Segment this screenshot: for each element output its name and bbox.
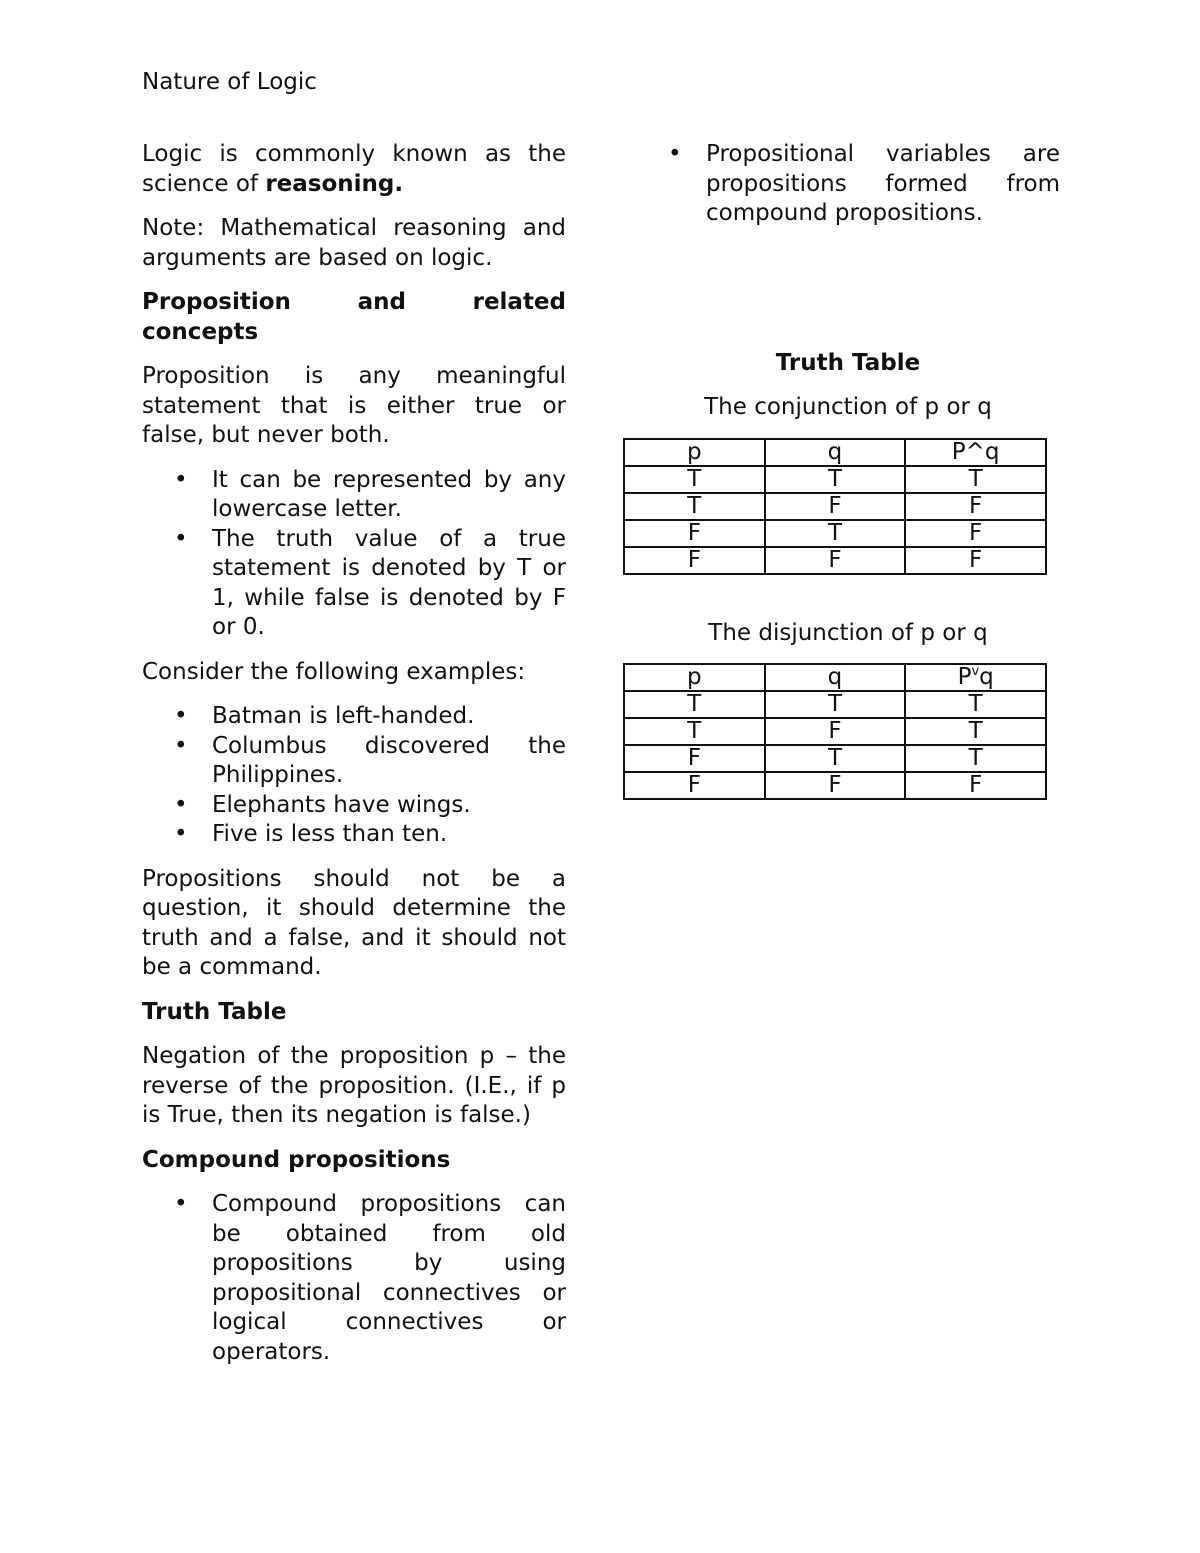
table-row: [624, 745, 1046, 772]
proposition-bullets: [142, 466, 566, 643]
table-cell: T: [624, 466, 765, 493]
list-item: • Propositional variables are propositions formed from compound propositions.: [668, 141, 1060, 226]
bullet-icon: •: [174, 821, 188, 847]
table-cell: T: [624, 691, 765, 718]
table-cell: T: [765, 691, 906, 718]
table-cell: F: [765, 718, 906, 745]
table-cell: F: [905, 493, 1046, 520]
table-cell: F: [624, 745, 765, 772]
heading-proposition: Proposition and related concepts: [142, 289, 566, 345]
table-header-cell: p: [624, 664, 765, 691]
table-cell: T: [765, 745, 906, 772]
compound-bullets: [142, 1190, 566, 1367]
truth-table-title: Truth Table: [775, 349, 921, 376]
table-header-row: [624, 439, 1046, 466]
proposition-definition: Proposition is any meaningful statement that is either true or false, but never both.: [142, 363, 566, 448]
conjunction-table: [623, 438, 1047, 575]
left-column: [142, 140, 566, 1382]
table-header-cell: p: [624, 439, 765, 466]
table-row: [624, 493, 1046, 520]
table-cell: T: [905, 745, 1046, 772]
disjunction-table: [623, 663, 1047, 800]
heading-truth-table: Truth Table: [142, 998, 287, 1025]
table-row: [624, 718, 1046, 745]
list-item: • Five is less than ten.: [142, 820, 566, 850]
table-row: [624, 547, 1046, 574]
bullet-icon: •: [174, 466, 188, 493]
table-cell: T: [624, 718, 765, 745]
proposition-rules: Propositions should not be a question, it should determine the truth and a false, and it should not be a command.: [142, 865, 566, 980]
table-cell: F: [905, 520, 1046, 547]
table-cell: F: [905, 547, 1046, 574]
examples-intro: Consider the following examples:: [142, 658, 526, 685]
table-cell: T: [905, 718, 1046, 745]
list-item: • Elephants have wings.: [142, 791, 566, 821]
list-item: • It can be represented by any lowercase letter.: [174, 466, 566, 522]
page-header: Nature of Logic: [142, 69, 317, 95]
table-cell: F: [765, 493, 906, 520]
list-item: • Batman is left-handed.: [142, 702, 566, 732]
bullet-icon: •: [174, 703, 188, 729]
list-item: • Columbus discovered the Philippines.: [174, 732, 566, 788]
bullet-icon: •: [668, 141, 682, 167]
table-header-cell: q: [765, 664, 906, 691]
table-header-cell: $P^vq$: [905, 664, 1046, 691]
conjunction-caption: The conjunction of p or q: [704, 394, 992, 420]
list-item: • Compound propositions can be obtained from old propositions by using propositional connectives or logical connectives or operators.: [174, 1191, 566, 1365]
list-item: • The truth value of a true statement is denoted by T or 1, while false is denoted by F or 0.: [174, 525, 566, 640]
disjunction-symbol: v: [971, 664, 980, 679]
table-row: [624, 691, 1046, 718]
bullet-icon: •: [174, 791, 188, 818]
negation-paragraph: Negation of the proposition p – the reverse of the proposition. (I.E., if p is True, then its negation is false.): [142, 1043, 566, 1128]
examples-list: [142, 702, 566, 850]
table-cell: F: [765, 547, 906, 574]
right-column: [623, 140, 1060, 800]
table-row: [624, 520, 1046, 547]
table-cell: F: [624, 772, 765, 799]
table-header-cell: q: [765, 439, 906, 466]
table-cell: T: [624, 493, 765, 520]
table-cell: T: [905, 466, 1046, 493]
table-header-cell: P^q: [905, 439, 1046, 466]
note-paragraph: Note: Mathematical reasoning and arguments are based on logic.: [142, 215, 566, 271]
disjunction-caption: The disjunction of p or q: [708, 619, 988, 646]
table-cell: F: [624, 520, 765, 547]
bullet-icon: •: [174, 1191, 188, 1217]
intro-bold: reasoning.: [265, 170, 404, 197]
bullet-icon: •: [174, 732, 188, 759]
table-row: [624, 466, 1046, 493]
table-header-row: [624, 664, 1046, 691]
intro-text: Logic is commonly known as the science of: [142, 141, 566, 197]
heading-compound: Compound propositions: [142, 1146, 451, 1173]
table-row: [624, 772, 1046, 799]
table-cell: F: [905, 772, 1046, 799]
table-cell: T: [905, 691, 1046, 718]
table-cell: T: [765, 520, 906, 547]
right-bullets: [623, 140, 1060, 229]
intro-paragraph: [142, 140, 566, 199]
bullet-icon: •: [174, 525, 188, 552]
table-cell: F: [624, 547, 765, 574]
table-cell: T: [765, 466, 906, 493]
table-cell: F: [765, 772, 906, 799]
